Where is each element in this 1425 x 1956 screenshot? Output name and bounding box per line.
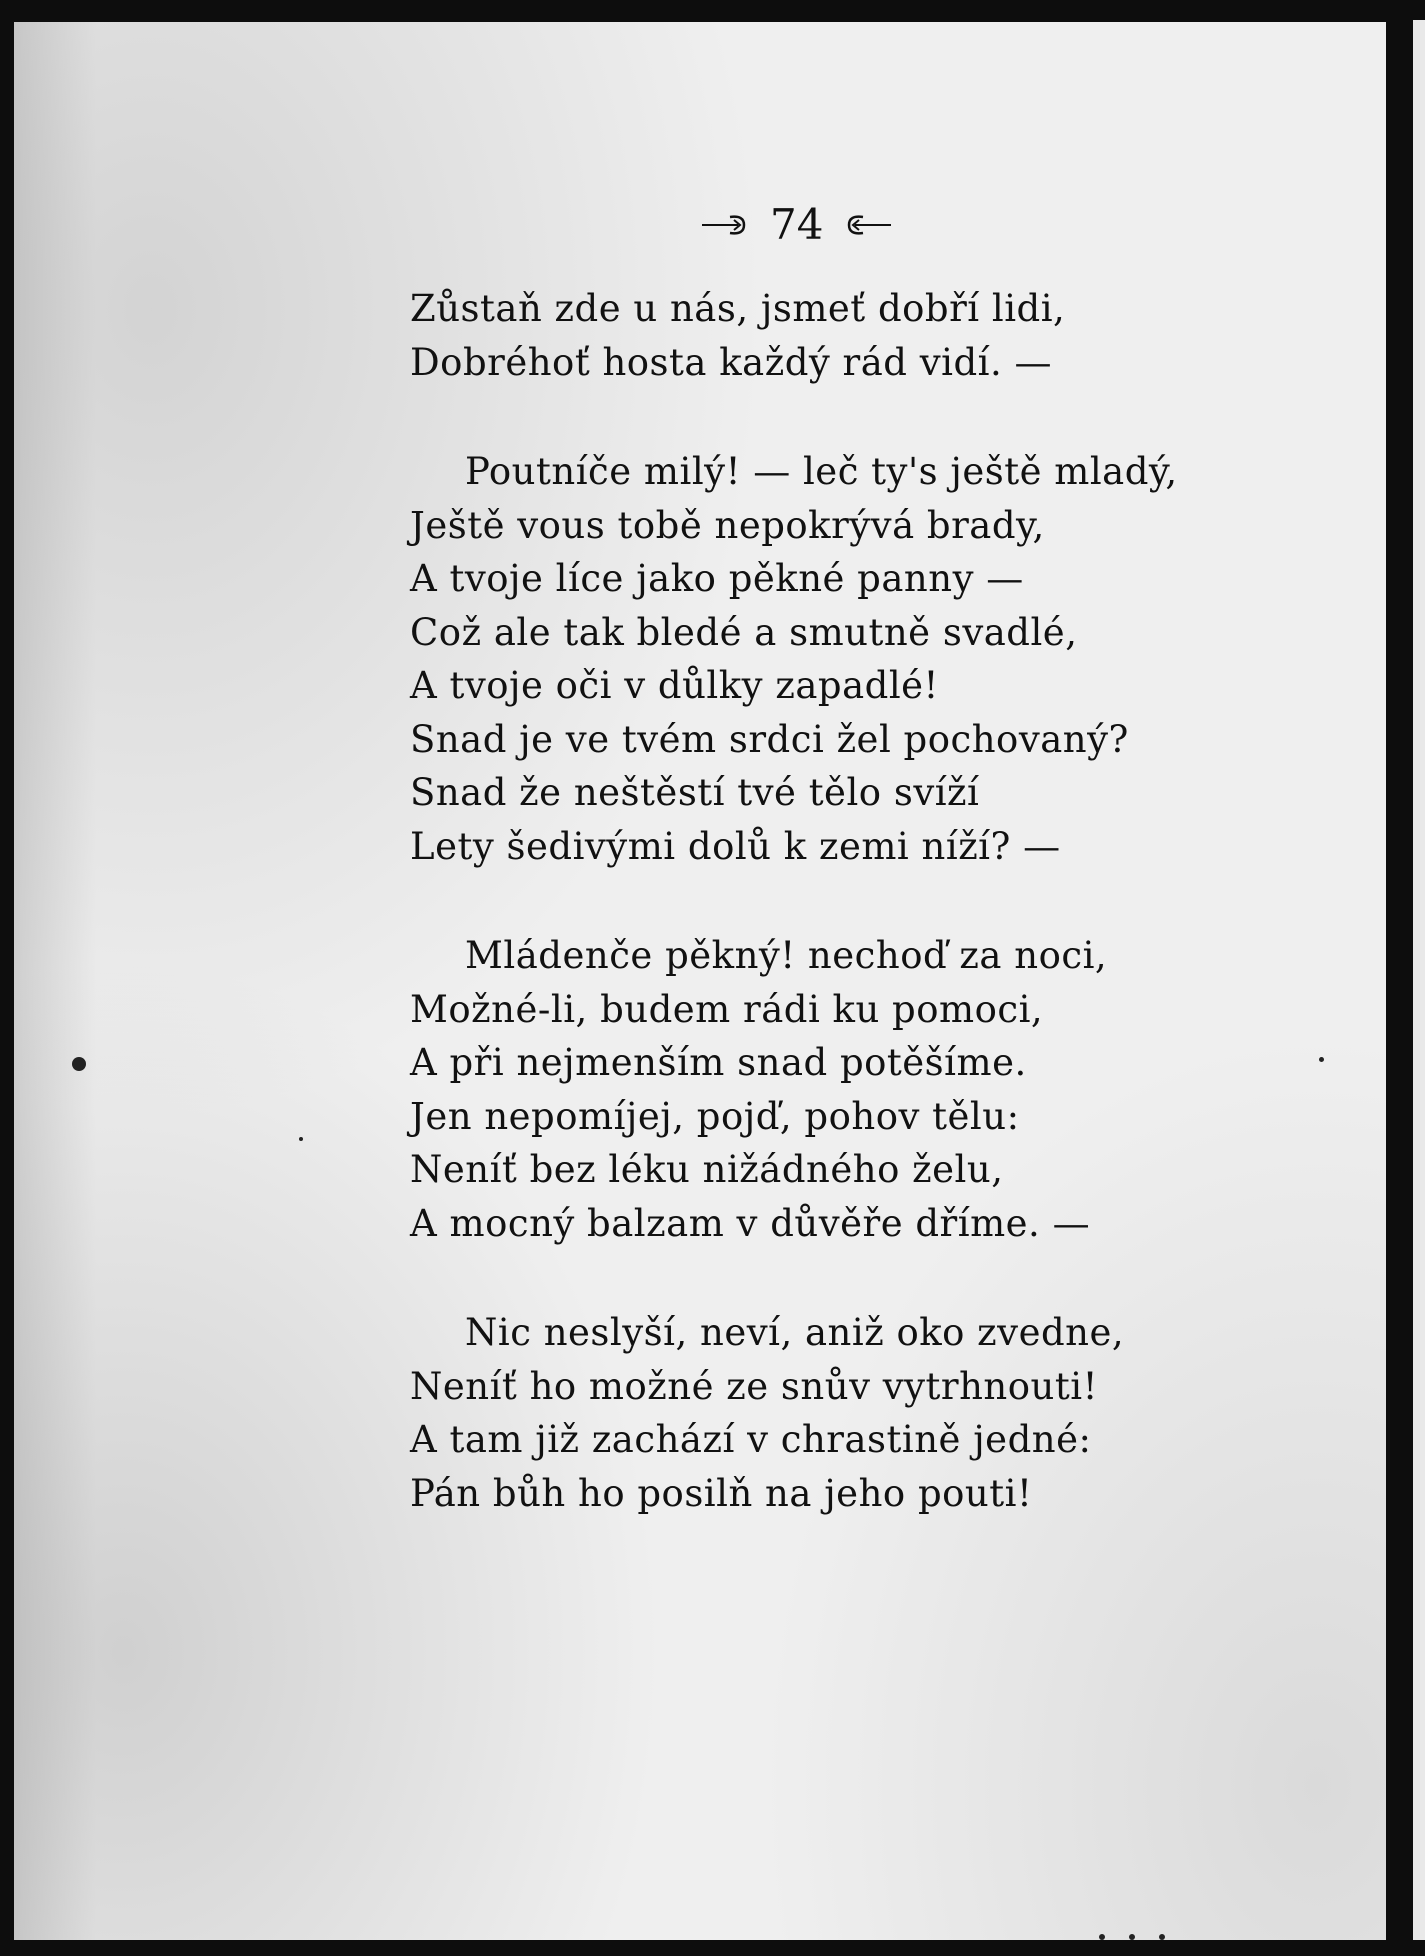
left-ornament-icon [700,211,756,239]
ink-speck [299,1137,303,1141]
poem-line: A tvoje oči v důlky zapadlé! [410,664,939,707]
stanza-gap [410,389,1178,445]
ink-speck [1099,1934,1105,1940]
ink-speck [1319,1057,1324,1062]
poem-line: A tvoje líce jako pěkné panny — [410,557,1024,600]
poem-line: A při nejmenším snad potěšíme. [410,1041,1027,1084]
stanza-1 [410,282,1178,389]
poem-line: Snad že neštěstí tvé tělo svíží [410,771,980,814]
poem-line: Pán bůh ho posilň na jeho pouti! [410,1471,1033,1515]
poem-line: Jen nepomíjej, pojď, pohov tělu: [410,1094,1020,1138]
ink-speck [1159,1934,1165,1940]
poem-line: Možné-li, budem rádi ku pomoci, [410,987,1044,1031]
poem-line: Neníť bez léku nižádného želu, [410,1148,1004,1191]
poem-line: Ještě vous tobě nepokrývá brady, [410,503,1045,547]
stanza-gap [410,1250,1178,1306]
poem-line: Nic neslyší, neví, aniž oko zvedne, [465,1311,1125,1354]
poem-body [410,282,1178,1520]
poem-line: Snad je ve tvém srdci žel pochovaný? [410,717,1129,761]
poem-line: Což ale tak bledé a smutně svadlé, [410,610,1078,654]
ink-speck [1129,1934,1135,1940]
stanza-3 [410,929,1178,1250]
poem-line: A mocný balzam v důvěře dříme. — [410,1201,1091,1245]
poem-line: Zůstaň zde u nás, jsmeť dobří lidi, [410,287,1066,330]
ink-speck [72,1057,86,1071]
adjacent-page-edge [1413,20,1425,1940]
stanza-4 [410,1306,1178,1520]
poem-line: Mládenče pěkný! nechoď za noci, [465,934,1108,977]
right-ornament-icon [837,211,893,239]
poem-line: Neníť ho možné ze snův vytrhnouti! [410,1364,1098,1408]
page-number-header [700,200,893,249]
stanza-gap [410,873,1178,929]
poem-line: A tam již zachází v chrastině jedné: [410,1418,1092,1461]
page-number: 74 [770,200,824,249]
poem-line: Lety šedivými dolů k zemi níží? — [410,824,1061,868]
stanza-2 [410,445,1178,873]
poem-line: Poutníče milý! — leč ty's ještě mladý, [465,450,1178,493]
poem-line: Dobréhoť hosta každý rád vidí. — [410,340,1053,384]
